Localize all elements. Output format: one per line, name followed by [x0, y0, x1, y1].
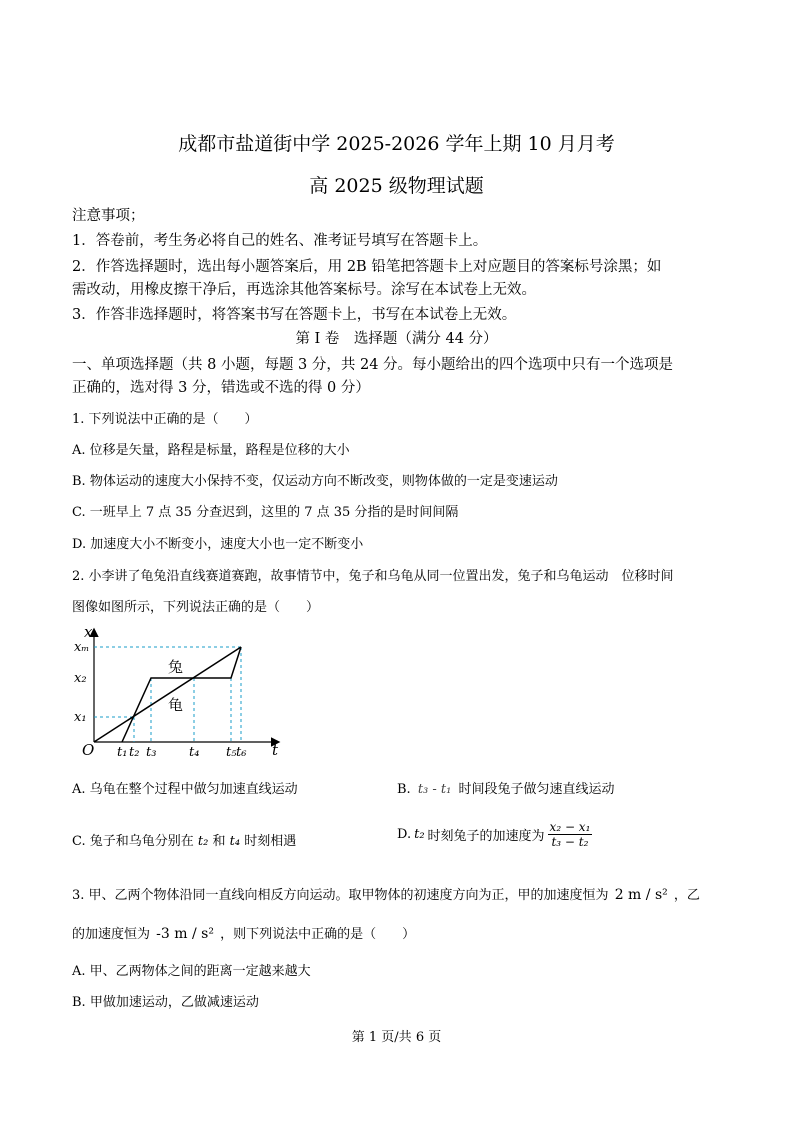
part1-instructions-line-1: 一、单项选择题（共 8 小题，每题 3 分，共 24 分。每小题给出的四个选项中只有一个选项是	[72, 357, 674, 373]
q2-option-c-t2: t₂	[197, 834, 209, 849]
q2-option-b-text: 时间段兔子做匀速直线运动	[458, 782, 615, 797]
q2-option-d-t2: t₂	[414, 827, 425, 842]
series-label-tortoise: 龟	[168, 696, 184, 714]
q1-option-d: D. 加速度大小不断变小，速度大小也一定不断变小	[72, 537, 364, 552]
q2-option-d	[397, 820, 592, 849]
y-tick-label: x₂	[74, 671, 87, 686]
q3-stem-line-1	[72, 884, 700, 903]
q3-option-b: B. 甲做加速运动，乙做减速运动	[72, 995, 259, 1010]
x-tick-label: t₄	[189, 745, 200, 760]
q3-accel-yi: -3 m / s²	[156, 926, 214, 942]
page-footer: 第 1 页/共 6 页	[351, 1030, 442, 1045]
notes-item-2-line-1: 2．作答选择题时，选出每小题答案后，用 2B 铅笔把答题卡上对应题目的答案标号涂黑；如	[72, 259, 662, 275]
q2-option-c-t4: t₄	[229, 834, 241, 849]
q2-option-b-interval: t₃ - t₁	[417, 782, 452, 797]
q2-option-c-prefix: C. 兔子和乌龟分别在	[72, 834, 194, 849]
x-tick-label: t₅	[226, 745, 237, 760]
q3-accel-jia: 2 m / s²	[614, 887, 668, 903]
q1-option-c: C. 一班早上 7 点 35 分查迟到，这里的 7 点 35 分指的是时间间隔	[72, 505, 459, 520]
q1-stem: 1. 下列说法中正确的是（ ）	[72, 412, 258, 427]
q2-stem-line-2: 图像如图所示，下列说法正确的是（ ）	[72, 600, 320, 615]
q2-option-c-and: 和	[212, 834, 226, 849]
q3-stem-line-2	[72, 923, 415, 942]
xt-graph	[72, 622, 292, 762]
exam-title: 成都市盐道街中学 2025-2026 学年上期 10 月月考	[178, 133, 615, 155]
notes-item-2-line-2: 需改动，用橡皮擦干净后，再选涂其他答案标号。涂写在本试卷上无效。	[72, 282, 536, 298]
q1-option-b: B. 物体运动的速度大小保持不变，仅运动方向不断改变，则物体做的一定是变速运动	[72, 474, 558, 489]
notes-item-3: 3．作答非选择题时，将答案书写在答题卡上，书写在本试卷上无效。	[72, 307, 517, 323]
q2-option-d-fraction	[548, 820, 593, 849]
x-tick-label: t₆	[236, 745, 247, 760]
x-tick-label: t₁	[117, 745, 128, 760]
q3-option-a: A. 甲、乙两物体之间的距离一定越来越大	[72, 964, 311, 979]
q3-stem-line-1-suffix: ，乙	[673, 888, 700, 903]
section-title: 第 I 卷 选择题（满分 44 分）	[295, 331, 498, 347]
q2-option-d-text: 时刻兔子的加速度为	[427, 829, 545, 844]
fraction-denominator: t₃ − t₂	[551, 835, 589, 849]
y-tick-label: xₘ	[74, 640, 90, 655]
y-tick-label: x₁	[74, 710, 87, 725]
part1-instructions-line-2: 正确的，选对得 3 分，错选或不选的得 0 分）	[72, 380, 370, 396]
q2-option-d-prefix: D.	[397, 827, 412, 842]
x-tick-label: t₂	[129, 745, 140, 760]
q3-stem-line-2-prefix: 的加速度恒为	[72, 927, 151, 942]
notes-item-1: 1．答卷前，考生务必将自己的姓名、准考证号填写在答题卡上。	[72, 233, 488, 249]
q2-stem-line-1: 2. 小李讲了龟兔沿直线赛道赛跑，故事情节中，兔子和乌龟从同一位置出发，兔子和乌龟运动 位移时间	[72, 569, 674, 584]
y-axis-label: x	[84, 623, 93, 641]
q2-option-b-prefix: B.	[397, 782, 411, 797]
x-tick-label: t₃	[146, 745, 157, 760]
series-label-hare: 兔	[168, 658, 184, 676]
notes-heading: 注意事项；	[72, 208, 145, 224]
q1-option-a: A. 位移是矢量，路程是标量，路程是位移的大小	[72, 443, 350, 458]
origin-label: O	[82, 741, 95, 759]
exam-subtitle: 高 2025 级物理试题	[309, 175, 484, 197]
q2-option-c-suffix: 时刻相遇	[244, 834, 297, 849]
q3-stem-line-1-text: 3. 甲、乙两个物体沿同一直线向相反方向运动。取甲物体的初速度方向为正，甲的加速度恒为	[72, 888, 609, 903]
x-axis-label: t	[272, 741, 279, 759]
q2-option-a: A. 乌龟在整个过程中做匀加速直线运动	[72, 782, 298, 797]
q2-option-c	[72, 830, 296, 849]
q2-option-b	[397, 778, 615, 797]
fraction-numerator: x₂ − x₁	[549, 820, 591, 834]
q3-stem-line-2-suffix: ，则下列说法中正确的是（ ）	[220, 927, 416, 942]
